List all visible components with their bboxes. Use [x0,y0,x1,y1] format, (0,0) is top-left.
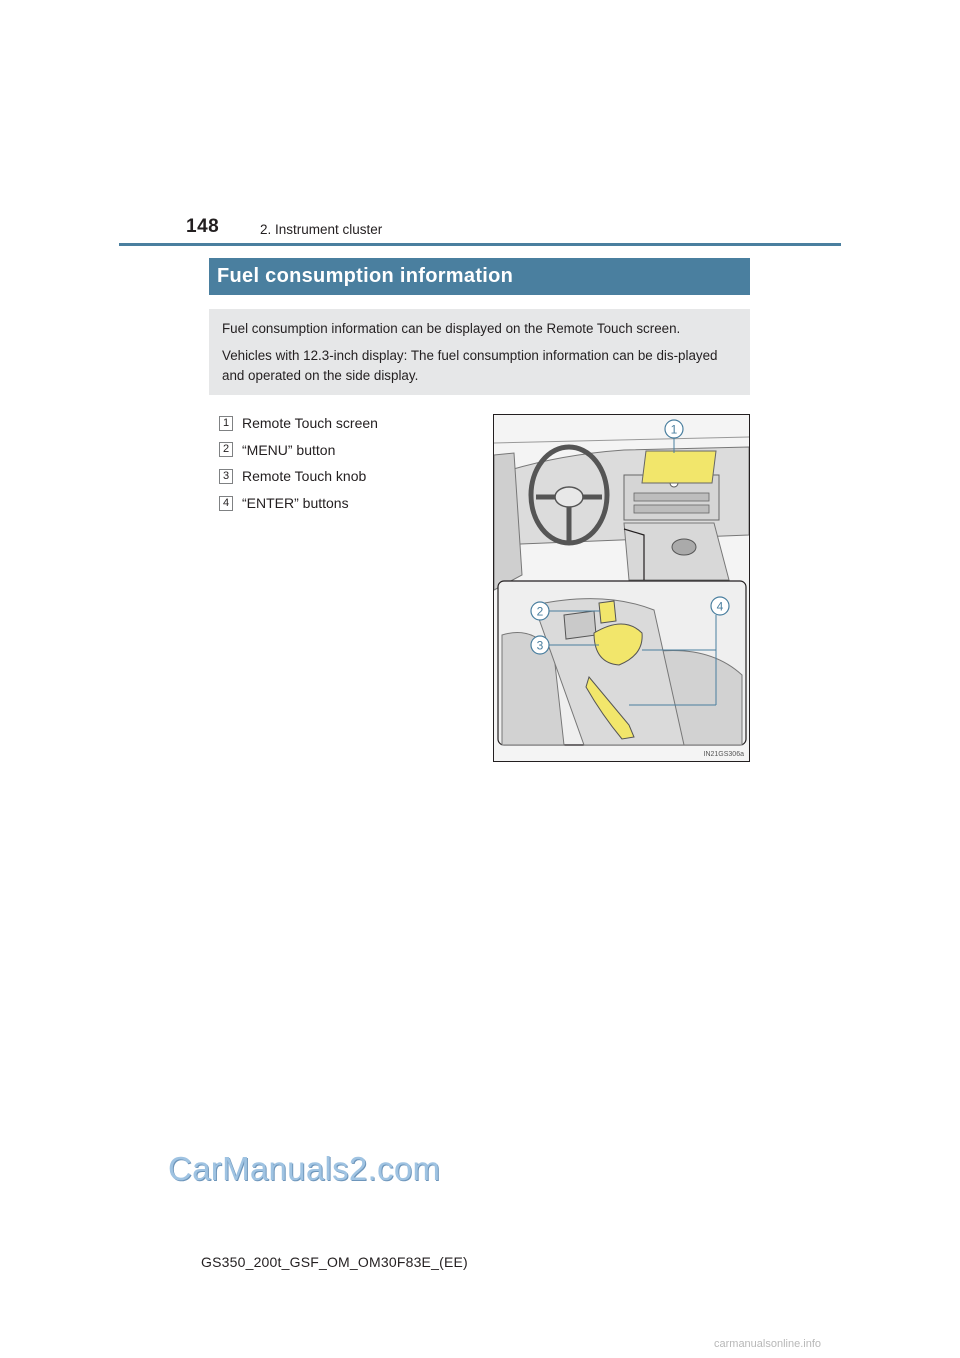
watermark-logo: CarManuals2.com [168,1150,441,1187]
dashboard-drawing [494,415,749,761]
callout-item [219,463,378,490]
callout-item [219,490,378,517]
intro-box [209,309,750,395]
callout-label: “ENTER” buttons [242,495,349,512]
callout-item [219,410,378,437]
page-number: 148 [186,216,220,237]
intro-text-2: Vehicles with 12.3-inch display: The fuel consumption information can be dis-played and operated on the side display. [222,348,718,383]
callout-list [219,410,378,516]
figure-callout-3 [531,636,549,654]
site-watermark: carmanualsonline.info [714,1338,822,1350]
svg-text:4: 4 [716,599,724,614]
callout-number: 4 [219,496,233,511]
callout-item [219,437,378,464]
callout-label: “MENU” button [242,441,336,458]
dashboard-illustration [493,414,750,762]
callout-number: 1 [219,416,233,431]
svg-text:2: 2 [536,604,544,619]
svg-text:3: 3 [536,638,544,653]
callout-label: Remote Touch knob [242,468,367,485]
svg-text:1: 1 [670,422,678,437]
callout-label: Remote Touch screen [242,415,378,432]
figure-code: IN21GS306a [703,751,744,758]
section-heading: Fuel consumption information [209,258,750,295]
figure-callout-1 [665,420,683,438]
header-rule [119,243,841,246]
intro-text-1: Fuel consumption information can be displayed on the Remote Touch screen. [222,321,681,336]
figure-callout-4 [711,597,729,615]
section-title: 2. Instrument cluster [260,222,383,237]
footer-code: GS350_200t_GSF_OM_OM30F83E_(EE) [201,1254,468,1270]
callout-number: 2 [219,442,233,457]
figure-callout-2 [531,602,549,620]
callout-number: 3 [219,469,233,484]
